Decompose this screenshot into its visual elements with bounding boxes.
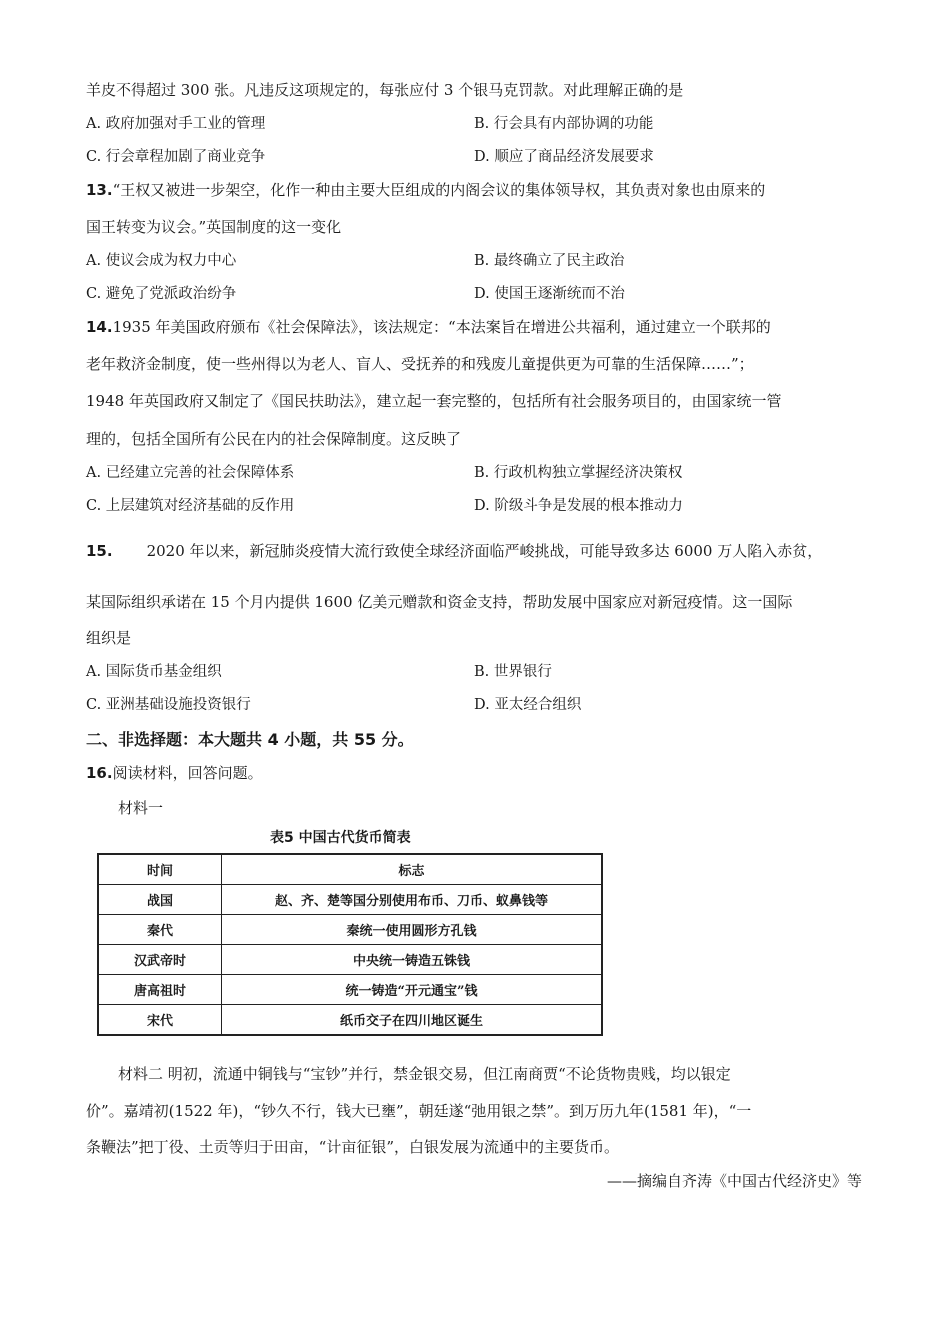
material1-label: 材料一 [118,799,164,817]
q12-option-a[interactable]: A. 政府加强对手工业的管理 [86,116,266,132]
header-time: 时间 [98,854,222,885]
q13-stem-line1: 13.“王权又被进一步架空，化作一种由主要大臣组成的内阁会议的集体领导权，其负责对象也由原来的 [86,181,766,199]
q14-option-d[interactable]: D. 阶级斗争是发展的根本推动力 [474,498,683,514]
q13-option-d[interactable]: D. 使国王逐渐统而不治 [474,286,625,302]
q12-option-b[interactable]: B. 行会具有内部协调的功能 [474,116,654,132]
table-row [98,885,602,915]
header-sign: 标志 [222,854,603,885]
q15-stem-line3: 组织是 [86,629,132,647]
q14-stem-line1: 14.1935 年美国政府颁布《社会保障法》，该法规定：“本法案旨在增进公共福利，通过建立一个联邦的 [86,318,771,336]
currency-table [97,853,603,1036]
q15-option-a[interactable]: A. 国际货币基金组织 [86,664,222,680]
row-period: 战国 [98,885,222,915]
q15-stem-line1: 15. 2020 年以来，新冠肺炎疫情大流行致使全球经济面临严峻挑战，可能导致多达 6000 万人陷入赤贫， [86,542,823,560]
row-sign: 赵、齐、楚等国分别使用布币、刀币、蚁鼻钱等 [222,885,603,915]
q16-number: 16. [86,764,113,782]
material2-line1: 材料二 明初，流通中铜钱与“宝钞”并行，禁金银交易，但江南商贾“不论货物贵贱，均以银定 [118,1065,731,1083]
q12-option-c[interactable]: C. 行会章程加剧了商业竞争 [86,149,266,165]
table-caption: 表5 中国古代货币简表 [270,830,411,846]
row-sign: 纸币交子在四川地区诞生 [222,1005,603,1036]
q16-stem: 16.阅读材料，回答问题。 [86,764,263,782]
row-period: 宋代 [98,1005,222,1036]
q14-number: 14. [86,318,113,336]
row-sign: 中央统一铸造五铢钱 [222,945,603,975]
table-row [98,915,602,945]
material2-line2: 价”。嘉靖初(1522 年)，“钞久不行，钱大已壅”，朝廷遂“弛用银之禁”。到万历九年(1581 年)，“一 [86,1102,752,1120]
table-row [98,945,602,975]
row-sign: 秦统一使用圆形方孔钱 [222,915,603,945]
material2-line3: 条鞭法”把丁役、土贡等归于田亩，“计亩征银”，白银发展为流通中的主要货币。 [86,1138,620,1156]
q15-option-b[interactable]: B. 世界银行 [474,664,552,680]
q14-stem-line3: 1948 年英国政府又制定了《国民扶助法》，建立起一套完整的，包括所有社会服务项目的，由国家统一管 [86,392,782,410]
q13-option-b[interactable]: B. 最终确立了民主政治 [474,253,625,269]
q13-stem-line2: 国王转变为议会。”英国制度的这一变化 [86,218,342,236]
q15-option-c[interactable]: C. 亚洲基础设施投资银行 [86,697,251,713]
q14-option-a[interactable]: A. 已经建立完善的社会保障体系 [86,465,295,481]
row-period: 秦代 [98,915,222,945]
table-row [98,1005,602,1036]
section-heading: 二、非选择题：本大题共 4 小题，共 55 分。 [86,730,414,749]
q12-stem-tail: 羊皮不得超过 300 张。凡违反这项规定的，每张应付 3 个银马克罚款。对此理解正确的是 [86,81,684,99]
row-sign: 统一铸造“开元通宝”钱 [222,975,603,1005]
table-header-row [98,854,602,885]
q14-option-b[interactable]: B. 行政机构独立掌握经济决策权 [474,465,683,481]
q14-stem-line4: 理的，包括全国所有公民在内的社会保障制度。这反映了 [86,430,462,448]
row-period: 唐高祖时 [98,975,222,1005]
row-period: 汉武帝时 [98,945,222,975]
q15-number: 15. [86,542,113,560]
q15-stem-line2: 某国际组织承诺在 15 个月内提供 1600 亿美元赠款和资金支持，帮助发展中国家应对新冠疫情。这一国际 [86,593,793,611]
q15-option-d[interactable]: D. 亚太经合组织 [474,697,582,713]
material2-source: ——摘编自齐涛《中国古代经济史》等 [606,1172,862,1190]
q13-number: 13. [86,181,113,199]
q12-option-d[interactable]: D. 顺应了商品经济发展要求 [474,149,654,165]
table-row [98,975,602,1005]
q13-option-c[interactable]: C. 避免了党派政治纷争 [86,286,237,302]
q13-option-a[interactable]: A. 使议会成为权力中心 [86,253,237,269]
q14-stem-line2: 老年救济金制度，使一些州得以为老人、盲人、受抚养的和残废儿童提供更为可靠的生活保障……”； [86,355,754,373]
q14-option-c[interactable]: C. 上层建筑对经济基础的反作用 [86,498,295,514]
